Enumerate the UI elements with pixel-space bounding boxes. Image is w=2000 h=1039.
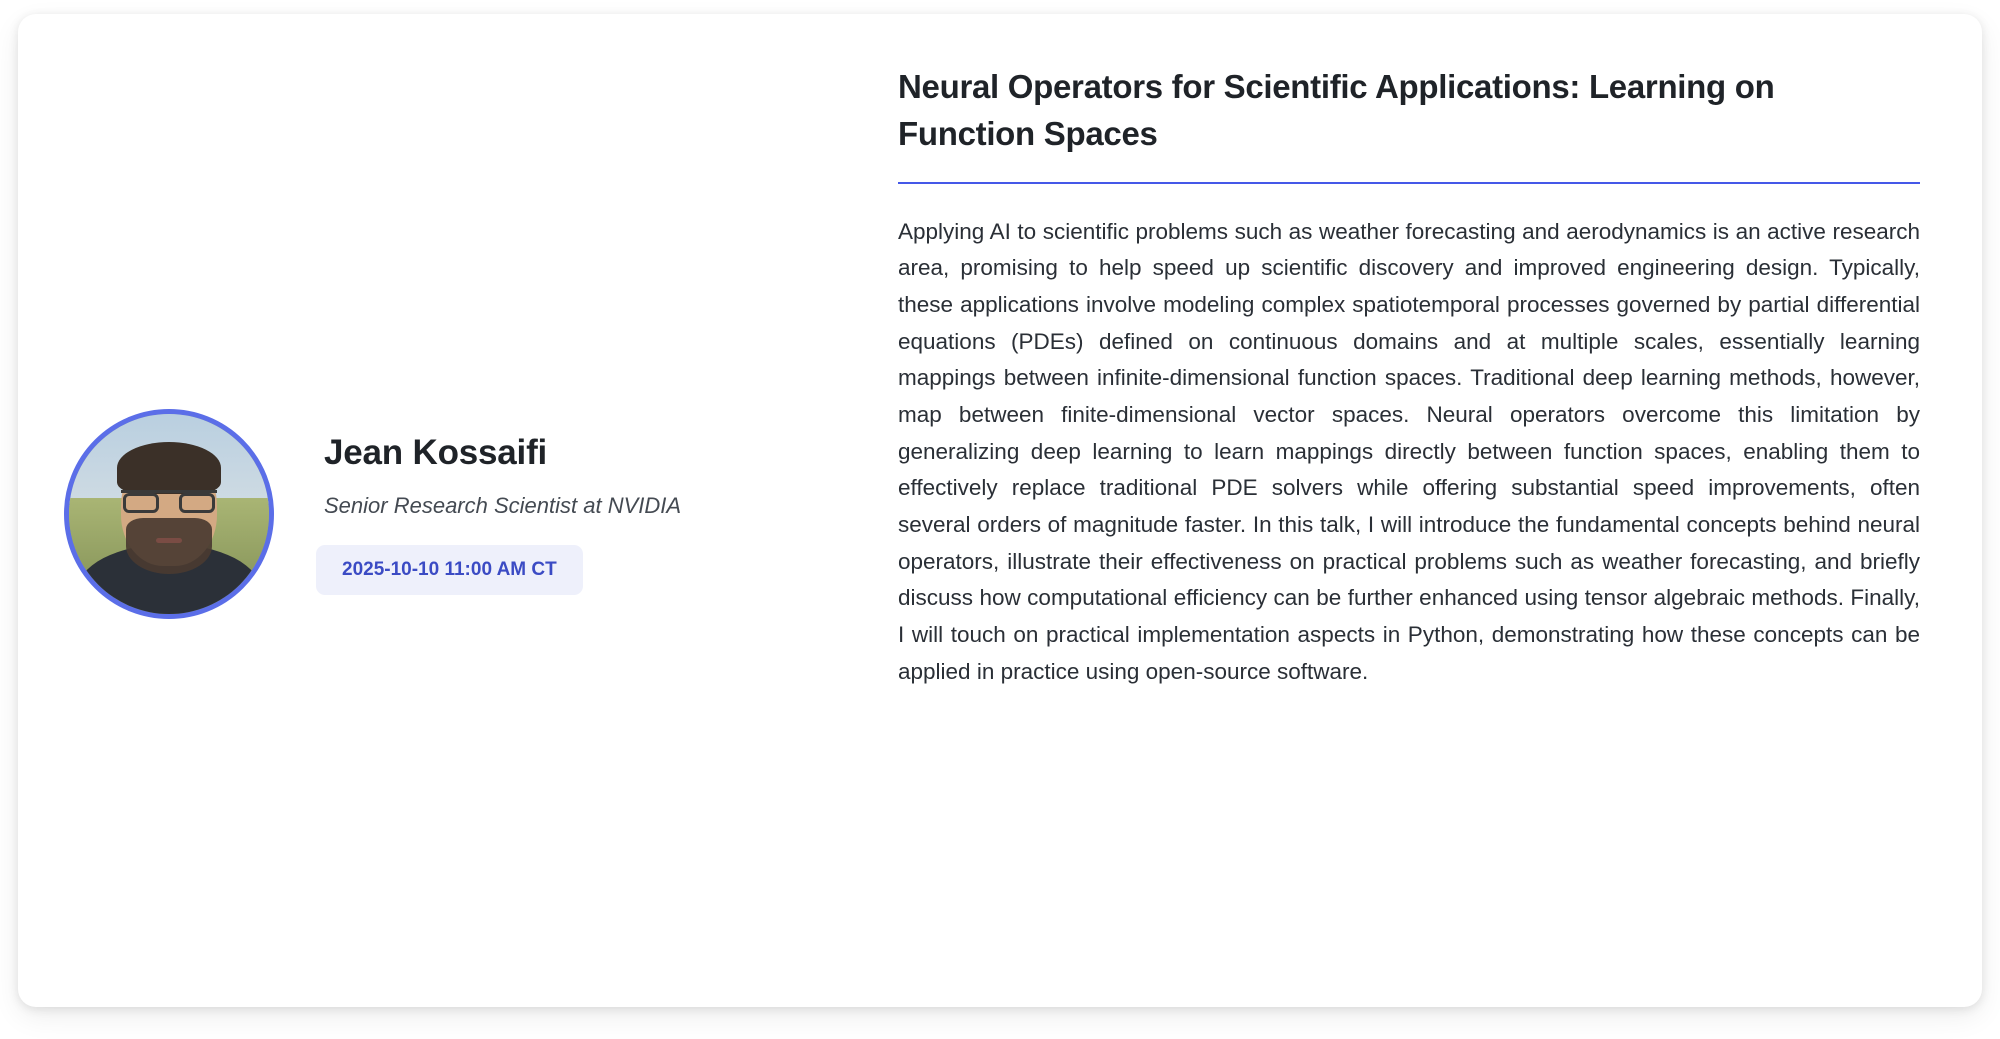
talk-title: Neural Operators for Scientific Applications: Learning on Function Spaces [898, 68, 1775, 152]
speaker-affiliation: Senior Research Scientist at NVIDIA [324, 492, 682, 518]
speaker-text-block [316, 433, 681, 595]
avatar-hair [117, 442, 221, 494]
speaker-inner [64, 409, 681, 619]
title-divider [898, 182, 1920, 184]
avatar-mouth [156, 538, 182, 543]
talk-time-badge: 2025-10-10 11:00 AM CT [316, 545, 583, 595]
speaker-name: Jean Kossaifi [324, 432, 548, 472]
avatar [64, 409, 274, 619]
abstract-panel [898, 14, 1982, 1007]
glasses-icon [121, 490, 217, 512]
avatar-beard [126, 518, 212, 574]
talk-card [18, 14, 1982, 1007]
speaker-panel [18, 14, 898, 1007]
talk-abstract: Applying AI to scientific problems such as weather forecasting and aerodynamics is an active research area, promising to help speed up scientific discovery and improved engineering design. Typically, these applications involve modeling complex spatiotemporal processes governed by partial differential equations (PDEs) defined on continuous domains and at multiple scales, essentially learning mappings between infinite-dimensional function spaces. Traditional deep learning methods, however, map between finite-dimensional vector spaces. Neural operators overcome this limitation by generalizing deep learning to learn mappings directly between function spaces, enabling them to effectively replace traditional PDE solvers while offering substantial speed improvements, often several orders of magnitude faster. In this talk, I will introduce the fundamental concepts behind neural operators, illustrate their effectiveness on practical problems such as weather forecasting, and briefly discuss how computational efficiency can be further enhanced using tensor algebraic methods. Finally, I will touch on practical implementation aspects in Python, demonstrating how these concepts can be applied in practice using open-source software. [898, 218, 1920, 684]
